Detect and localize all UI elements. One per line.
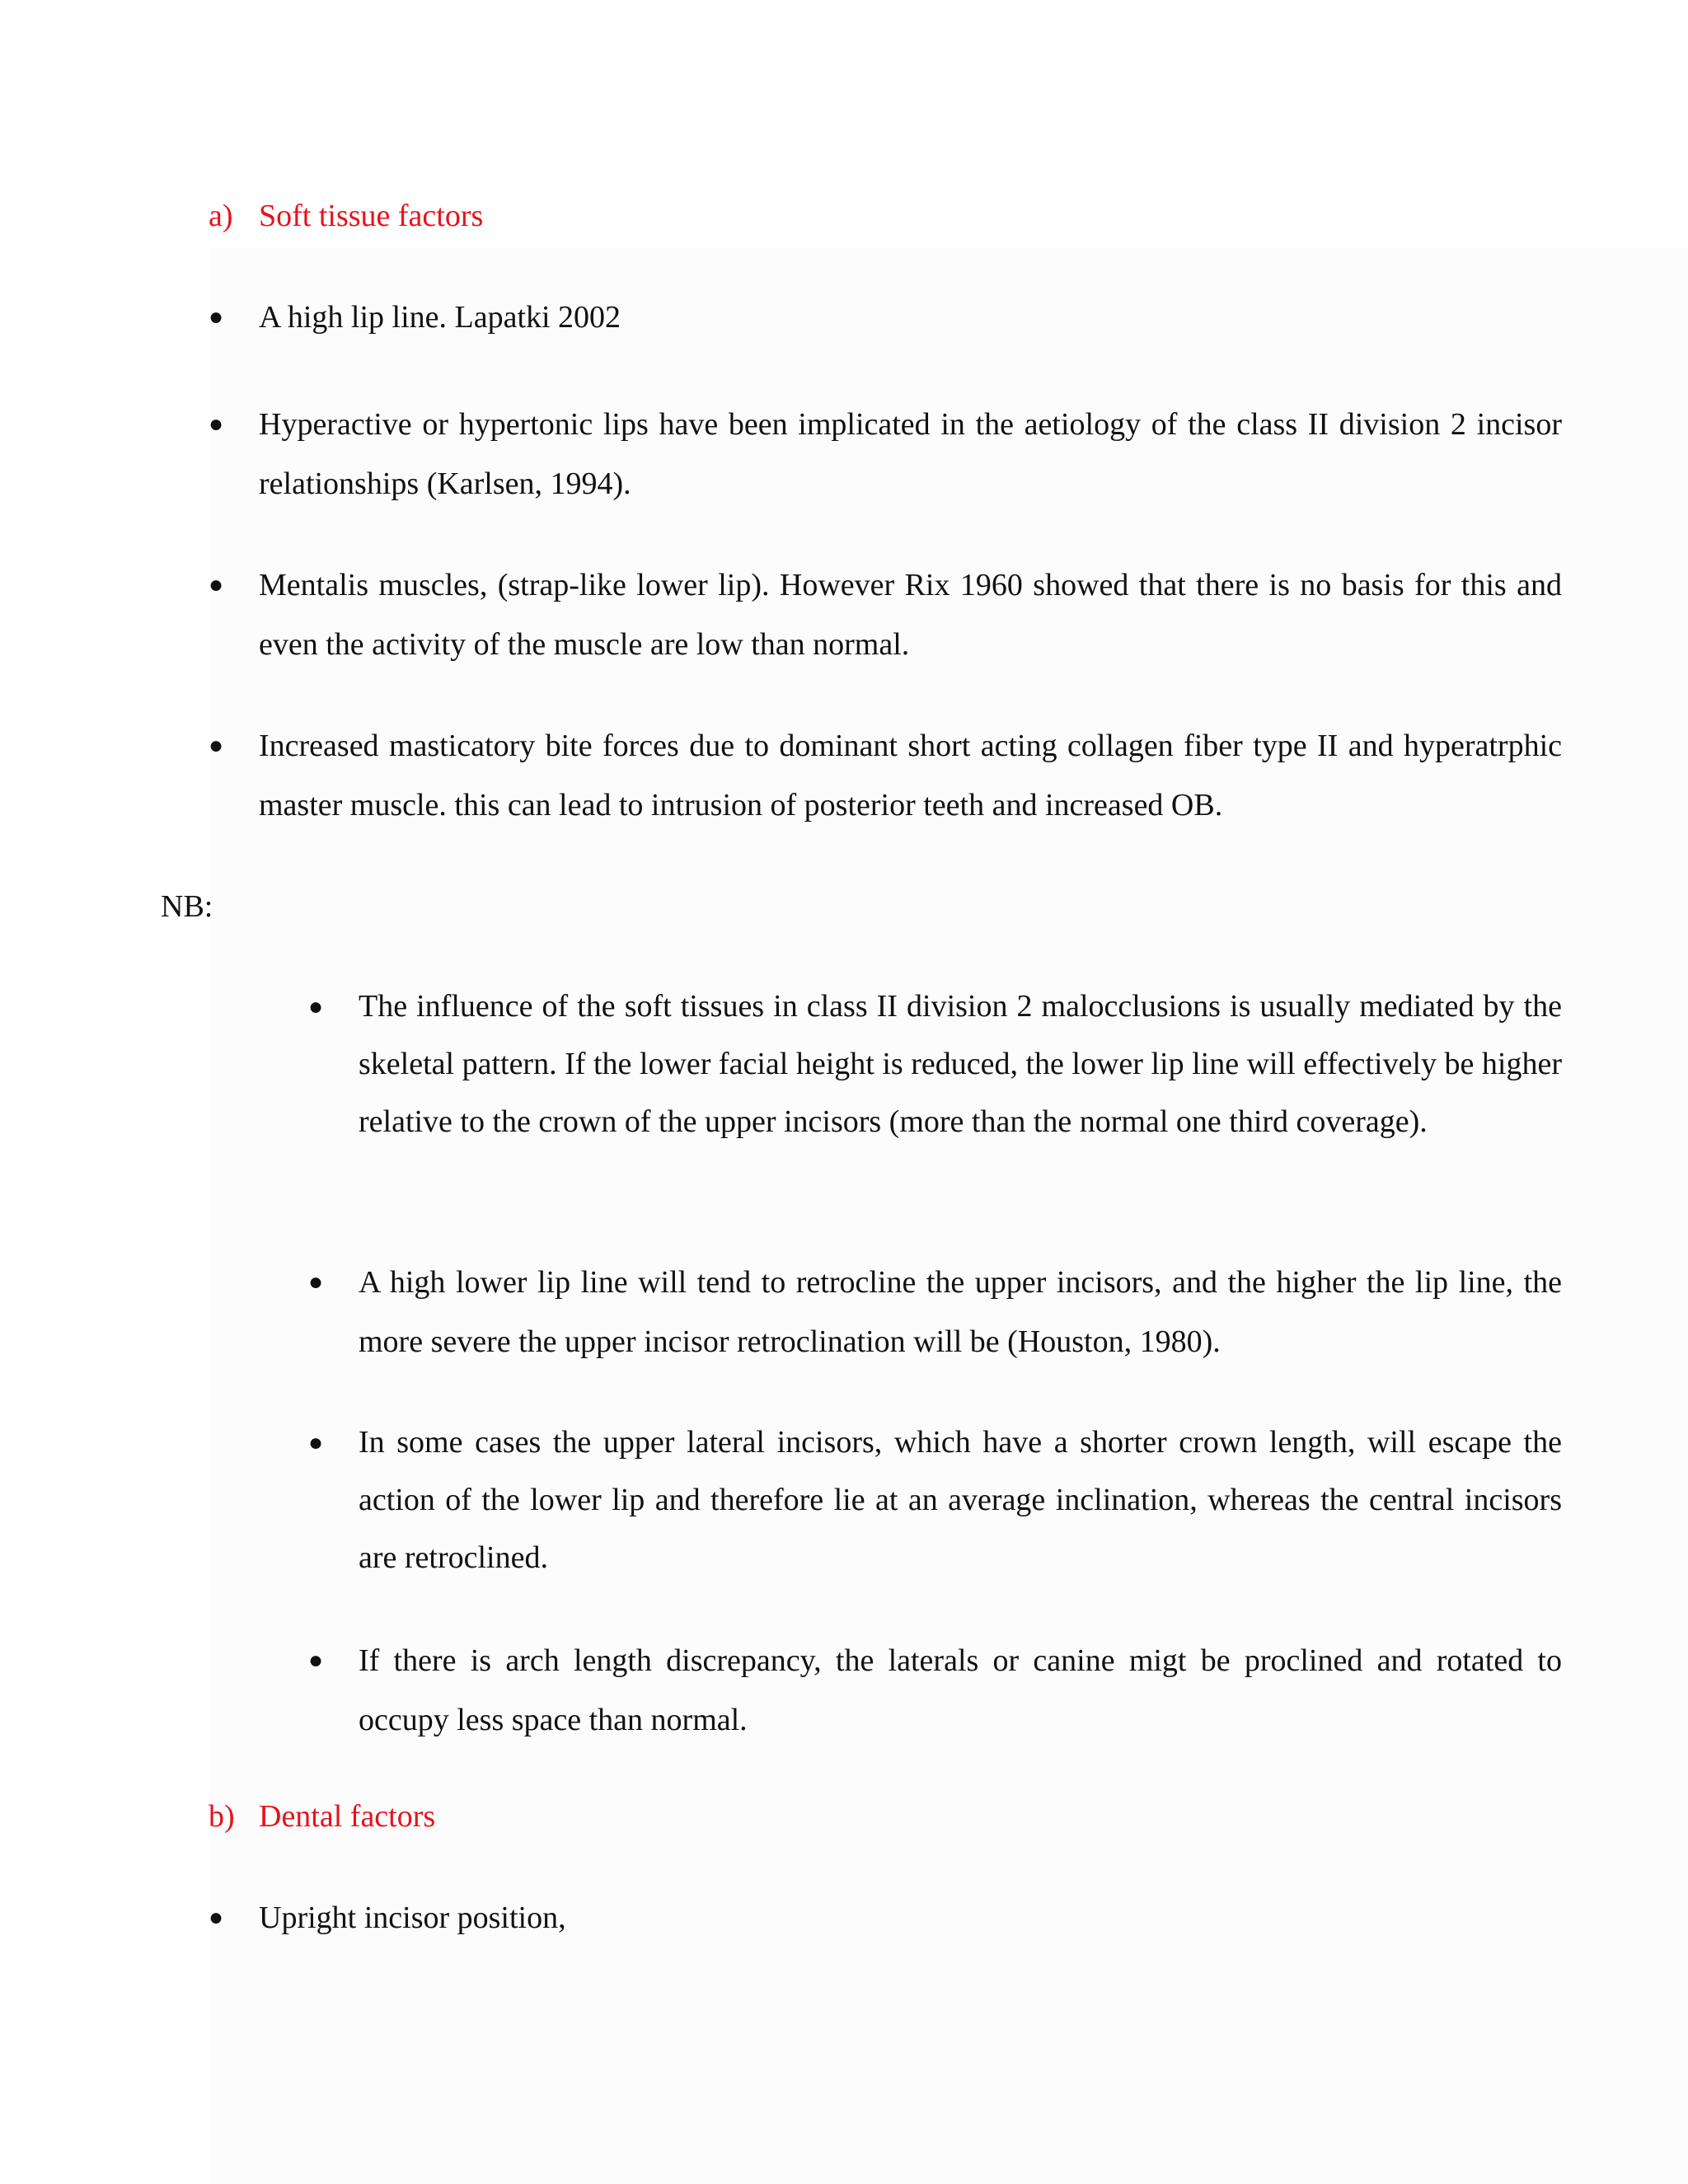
list-item-text: In some cases the upper lateral incisors, which have a shorter crown length, will escape the action of the lower lip and therefore lie at an average inclination, whereas the central incisors are retroclined. xyxy=(359,1425,1562,1575)
list-item-text: If there is arch length discrepancy, the laterals or canine migt be proclined and rotated to occupy less space than normal. xyxy=(359,1643,1562,1737)
section-a-title: Soft tissue factors xyxy=(259,199,484,233)
bullet-icon: ● xyxy=(209,1904,224,1931)
bullet-icon: ● xyxy=(308,993,324,1020)
bullet-icon: ● xyxy=(209,571,224,598)
list-item-text: The influence of the soft tissues in class II division 2 malocclusions is usually mediated by the skeletal pattern. If the lower facial height is reduced, the lower lip line will effectively be higher relative to the crown of the upper incisors (more than the normal one third coverage). xyxy=(359,989,1562,1139)
bullet-icon: ● xyxy=(209,303,224,330)
nb-label: NB: xyxy=(161,889,213,924)
bullet-icon: ● xyxy=(209,410,224,438)
section-a-marker: a) xyxy=(209,199,233,233)
list-item-text: Increased masticatory bite forces due to dominant short acting collagen fiber type II and hyperatrphic master muscle. this can lead to intrusion of posterior teeth and increased OB. xyxy=(259,729,1562,823)
list-item-text: A high lower lip line will tend to retrocline the upper incisors, and the higher the lip line, the more severe the upper incisor retroclination will be (Houston, 1980). xyxy=(359,1265,1562,1359)
list-item-text: Hyperactive or hypertonic lips have been implicated in the aetiology of the class II division 2 incisor relationships (Karlsen, 1994). xyxy=(259,407,1562,501)
bullet-icon: ● xyxy=(308,1268,324,1296)
bullet-icon: ● xyxy=(209,732,224,759)
list-item-text: Upright incisor position, xyxy=(259,1900,566,1935)
section-b-marker: b) xyxy=(209,1799,235,1834)
list-item-text: A high lip line. Lapatki 2002 xyxy=(259,300,621,335)
list-item-text: Mentalis muscles, (strap-like lower lip). However Rix 1960 showed that there is no basis for this and even the activity of the muscle are low than normal. xyxy=(259,568,1562,662)
bullet-icon: ● xyxy=(308,1429,324,1456)
bullet-icon: ● xyxy=(308,1647,324,1674)
section-b-title: Dental factors xyxy=(259,1799,436,1834)
